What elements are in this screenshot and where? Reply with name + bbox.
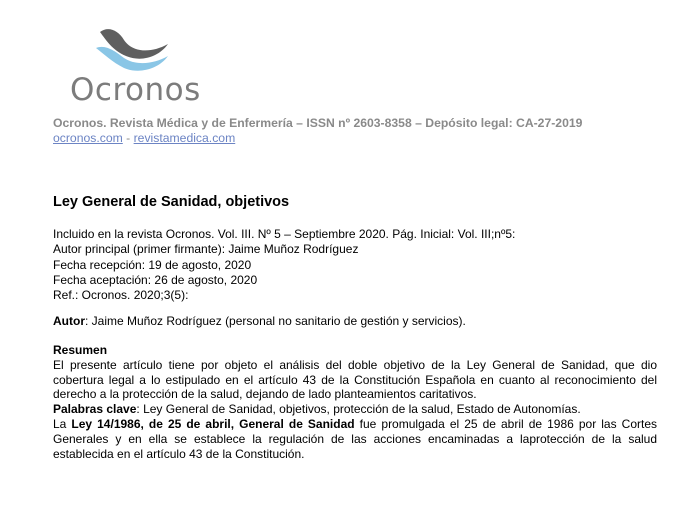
resumen-heading: Resumen — [53, 343, 108, 357]
intro-line: Generales y en ella se establece la regulación de las acciones encaminadas a laprotección de la salud — [53, 431, 657, 446]
resumen-line: derecho a la protección de la salud, dejando de lado planteamientos caritativos. — [53, 387, 477, 402]
intro-line: establecida en el artículo 43 de la Constitución. — [53, 446, 305, 461]
resumen-line: cobertura legal a lo estipulado en el artículo 43 de la Constitución Española en cuanto al reconocimiento del — [53, 372, 657, 387]
intro-line — [53, 417, 657, 432]
journal-links — [53, 131, 235, 145]
journal-info: Ocronos. Revista Médica y de Enfermería – ISSN nº 2603-8358 – Depósito legal: CA-27-2019 — [53, 116, 583, 130]
meta-reference: Ref.: Ocronos. 2020;3(5): — [53, 288, 189, 303]
intro-prefix: La — [53, 416, 72, 431]
wave-logo-icon — [94, 26, 174, 76]
intro-rest: fue promulgada el 25 de abril de 1986 por las Cortes — [354, 416, 658, 431]
ocronos-logo — [66, 26, 201, 108]
keywords-text: : Ley General de Sanidad, objetivos, protección de la salud, Estado de Autonomías. — [136, 402, 581, 417]
article-title: Ley General de Sanidad, objetivos — [53, 194, 290, 210]
logo-wordmark: Ocronos — [70, 72, 201, 108]
ocronos-link[interactable]: ocronos.com — [53, 131, 123, 145]
meta-principal-author: Autor principal (primer firmante): Jaime Muñoz Rodríguez — [53, 242, 359, 257]
meta-accepted-date: Fecha aceptación: 26 de agosto, 2020 — [53, 272, 258, 287]
meta-received-date: Fecha recepción: 19 de agosto, 2020 — [53, 257, 252, 272]
resumen-line: El presente artículo tiene por objeto el análisis del doble objetivo de la Ley General de Sanidad, que dio — [53, 357, 657, 372]
author-text: : Jaime Muñoz Rodríguez (personal no sanitario de gestión y servicios). — [85, 314, 466, 328]
author-label: Autor — [53, 314, 85, 328]
revistamedica-link[interactable]: revistamedica.com — [133, 131, 236, 145]
keywords-label: Palabras clave — [53, 402, 137, 417]
link-separator: - — [122, 131, 134, 145]
author-line — [53, 314, 466, 328]
article-metadata — [53, 227, 515, 303]
abstract-section — [53, 343, 657, 461]
keywords-line — [53, 402, 657, 417]
law-name: Ley 14/1986, de 25 de abril, General de Sanidad — [71, 416, 355, 431]
meta-issue: Incluido en la revista Ocronos. Vol. III. Nº 5 – Septiembre 2020. Pág. Inicial: Vol. III;nº5: — [53, 227, 516, 241]
